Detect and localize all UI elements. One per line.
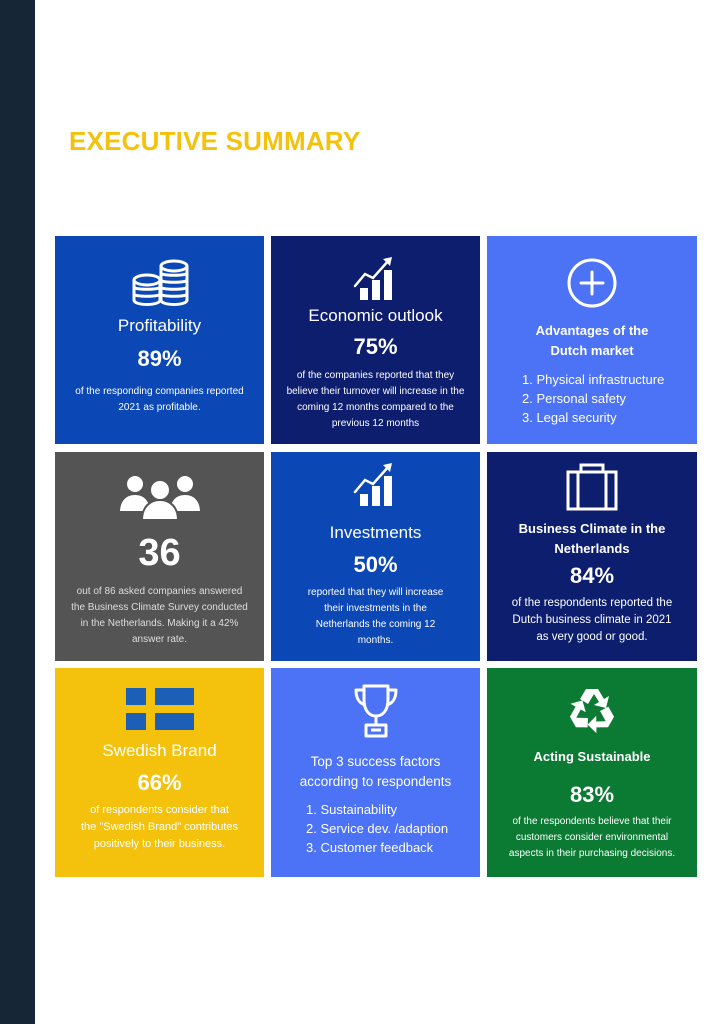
growth-chart-icon: [271, 256, 480, 302]
coins-icon: [55, 258, 264, 310]
tile-survey: [55, 452, 264, 661]
tile-description: of the responding companies reported 2021 as profitable.: [75, 386, 244, 413]
tile-economic-outlook: [271, 236, 480, 444]
tile-business-climate: [487, 452, 697, 661]
briefcase-icon: [487, 462, 697, 512]
tile-stat: 83%: [569, 782, 615, 807]
swedish-flag-icon: [55, 688, 264, 730]
people-icon: [55, 468, 264, 520]
tile-description: of the respondents believe that their customers consider environmental aspects in their purchasing decisions.: [508, 816, 676, 859]
tile-heading: Economic outlook: [308, 306, 443, 325]
tile-description: out of 86 asked companies answered the Business Climate Survey conducted in the Netherlands. Making it a 42% answer rate.: [71, 586, 248, 645]
tile-stat: 84%: [569, 563, 615, 588]
list-item: 2. Service dev. /adaption: [306, 821, 449, 836]
tile-stat: 36: [138, 532, 181, 574]
tile-description: reported that they will increase their investments in the Netherlands the coming 12 months.: [307, 587, 444, 646]
tile-sustainable: [487, 668, 697, 877]
tile-swedish-brand: [55, 668, 264, 877]
list-item: 2. Personal safety: [522, 391, 627, 406]
plus-circle-icon: [487, 257, 697, 309]
page-sidebar-strip: [0, 0, 35, 1024]
tile-profitability: [55, 236, 264, 444]
tile-heading: Top 3 success factors according to respondents: [299, 754, 452, 789]
growth-chart-icon: [271, 462, 480, 508]
tile-description: of respondents consider that the "Swedish Brand" contributes positively to their business.: [80, 804, 238, 850]
tile-heading: Investments: [329, 523, 422, 542]
tile-heading: Advantages of the Dutch market: [535, 323, 649, 358]
tile-heading: Swedish Brand: [102, 741, 217, 760]
list-item: 3. Legal security: [522, 410, 617, 425]
tile-stat: 50%: [353, 552, 398, 577]
advantages-list: [522, 370, 664, 427]
tile-heading: Profitability: [117, 316, 202, 335]
tile-heading: Acting Sustainable: [533, 749, 651, 764]
page-title: EXECUTIVE SUMMARY: [69, 126, 361, 156]
tile-stat: 66%: [137, 770, 182, 795]
tile-investments: [271, 452, 480, 661]
tile-description: of the respondents reported the Dutch business climate in 2021 as very good or good.: [511, 597, 673, 643]
tile-stat: 75%: [353, 334, 398, 359]
list-item: 1. Sustainability: [306, 802, 398, 817]
tile-description: of the companies reported that they believe their turnover will increase in the coming 12 months compared to the previous 12 months: [286, 370, 465, 429]
tile-advantages: [487, 236, 697, 444]
trophy-icon: [271, 682, 480, 740]
list-item: 1. Physical infrastructure: [522, 372, 665, 387]
recycle-icon: [487, 682, 697, 736]
tile-heading: Business Climate in the Netherlands: [518, 521, 666, 556]
tile-success-factors: [271, 668, 480, 877]
list-item: 3. Customer feedback: [306, 840, 434, 855]
success-factors-list: [306, 800, 448, 857]
tile-stat: 89%: [137, 346, 182, 371]
